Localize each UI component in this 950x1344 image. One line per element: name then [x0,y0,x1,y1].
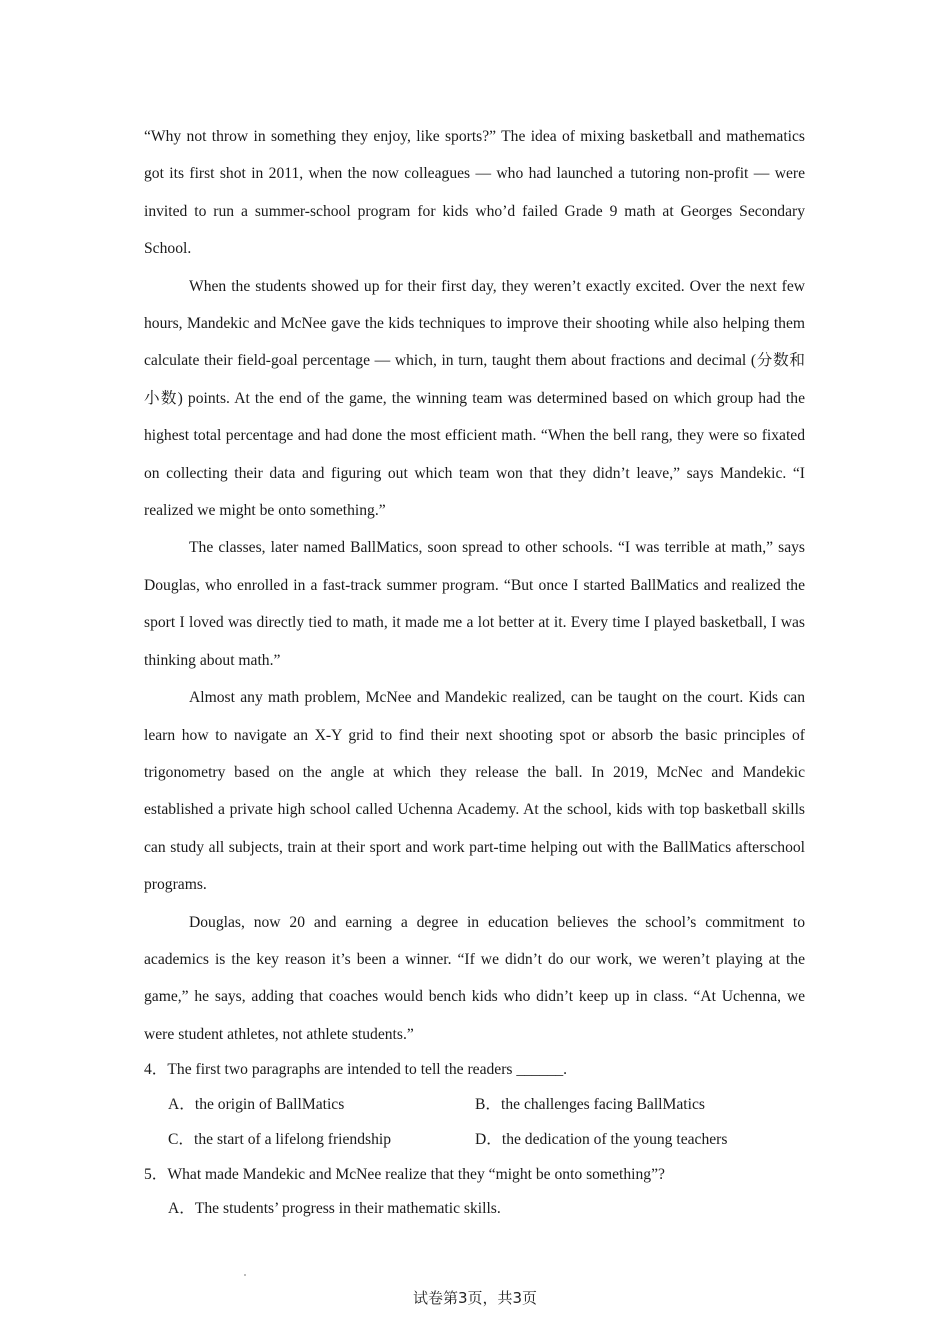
question-4-option-c: C．the start of a lifelong friendship [168,1130,392,1148]
paragraph-3: The classes, later named BallMatics, soon spread to other schools. “I was terrible at math,” says Douglas, who enrolled in a fast-track summer program. “But once I started BallMatics and realized the sport I loved was directly tied to math, it made me a lot better at it. Every time I played basketball, I was thinking about math.” [144,539,805,669]
paragraph-2: When the students showed up for their first day, they weren’t exactly excited. Over the next few hours, Mandekic and McNee gave the kids techniques to improve their shooting while also helping them calculate their field-goal percentage — which, in turn, taught them about fractions and decimal (分数和小数) points. At the end of the game, the winning team was determined based on which group had the highest total percentage and had done the most efficient math. “When the bell rang, they were so fixated on collecting their data and figuring out which team won that they didn’t leave,” says Mandekic. “I realized we might be onto something.” [144,277,805,520]
question-4-options [144,1088,805,1158]
paragraph-4: Almost any math problem, McNee and Mandekic realized, can be taught on the court. Kids can learn how to navigate an X-Y grid to find their next shooting spot or absorb the basic principles of trigonometry based on the angle at which they release the ball. In 2019, McNec and Mandekic established a private high school called Uchenna Academy. At the school, kids with top basketball skills can study all subjects, train at their sport and work part-time helping out with the BallMatics afterschool programs. [144,689,805,894]
document-body [144,118,805,1227]
paragraph-5: Douglas, now 20 and earning a degree in education believes the school’s commitment to academics is the key reason it’s been a winner. “If we didn’t do our work, we weren’t playing at the game,” he says, adding that coaches would bench kids who didn’t keep up in class. “At Uchenna, we were student athletes, not athlete students.” [144,913,805,1043]
question-4-stem: 4．The first two paragraphs are intended to tell the readers ______. [144,1061,568,1079]
scan-dot [244,1274,246,1276]
question-4-option-d: D．the dedication of the young teachers [475,1130,728,1148]
paragraph-1: “Why not throw in something they enjoy, like sports?” The idea of mixing basketball and mathematics got its first shot in 2011, when the now colleagues — who had launched a tutoring non-profit — were invited to run a summer-school program for kids who’d failed Grade 9 math at Georges Secondary School. [144,128,805,258]
page-footer: 试卷第3页，共3页 [412,1289,538,1307]
question-5-option-a: A．The students’ progress in their mathematic skills. [168,1200,501,1218]
question-4-option-a: A．the origin of BallMatics [168,1095,345,1113]
question-5-stem: 5．What made Mandekic and McNee realize that they “might be onto something”? [144,1165,665,1183]
question-4-option-b: B．the challenges facing BallMatics [475,1095,705,1113]
